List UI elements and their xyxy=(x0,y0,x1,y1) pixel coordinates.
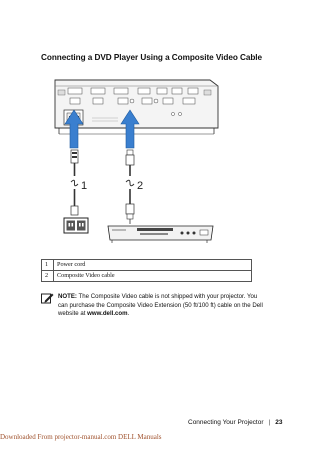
page-footer xyxy=(188,419,282,426)
table-row xyxy=(42,260,252,271)
section-title: Connecting a DVD Player Using a Composite Video Cable xyxy=(41,53,263,62)
legend-text: Power cord xyxy=(54,260,252,271)
footer-section: Connecting Your Projector xyxy=(188,419,264,426)
dell-website-link[interactable]: www.dell.com xyxy=(87,310,128,318)
legend-number: 1 xyxy=(42,260,54,271)
table-row xyxy=(42,271,252,282)
callout-2: 2 xyxy=(137,180,144,192)
note-label: NOTE: xyxy=(58,293,77,300)
projector-rear-panel xyxy=(55,80,218,134)
note-text: The Composite Video cable is not shipped with your projector. You can purchase the Composite Video Extension (50 ft/100 ft) cable on the Dell website at xyxy=(58,293,263,318)
callout-1: 1 xyxy=(81,180,88,192)
note-pencil-icon xyxy=(41,293,54,304)
note-paragraph xyxy=(58,293,264,319)
download-watermark[interactable]: Downloaded From projector-manual.com DELL Manuals xyxy=(0,433,162,441)
note-end: . xyxy=(127,310,130,318)
legend-text: Composite Video cable xyxy=(54,271,252,282)
page-number: 23 xyxy=(275,419,283,426)
legend-number: 2 xyxy=(42,271,54,282)
power-cord xyxy=(71,150,78,215)
legend-table xyxy=(41,259,252,282)
footer-separator: | xyxy=(268,419,271,426)
wall-outlet xyxy=(64,218,88,233)
dvd-player xyxy=(108,226,213,243)
composite-video-cable xyxy=(126,150,134,224)
